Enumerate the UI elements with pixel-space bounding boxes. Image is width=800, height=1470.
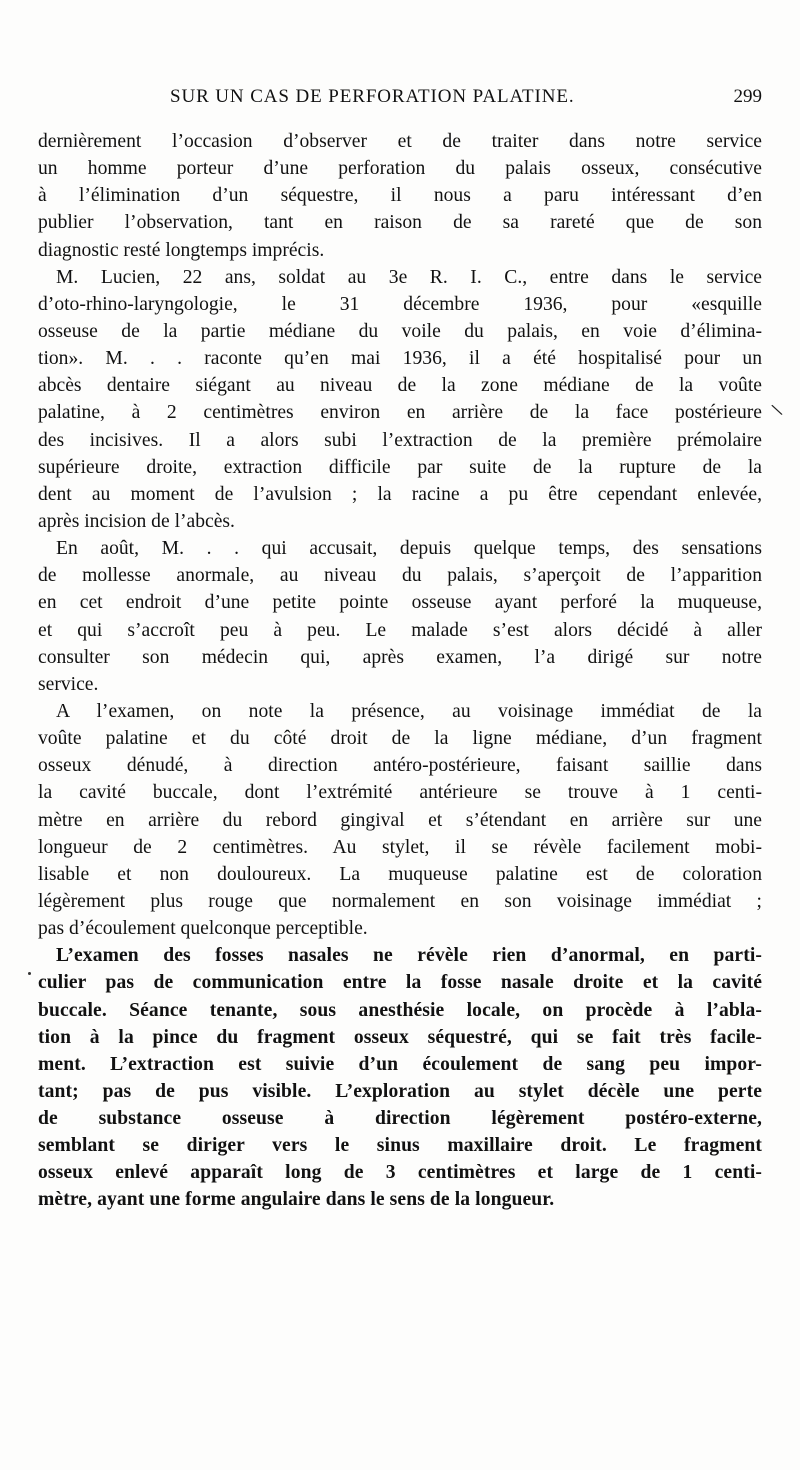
text-line: osseux dénudé, à direction antéro-postérieure, faisant saillie dans (38, 755, 762, 777)
text-line: pas d’écoulement quelconque perceptible. (38, 918, 368, 940)
text-line: diagnostic resté longtemps imprécis. (38, 239, 325, 261)
text-line: dent au moment de l’avulsion ; la racine a pu être cependant enlevée, (38, 483, 762, 505)
text-line: dernièrement l’occasion d’observer et de traiter dans notre service (38, 131, 762, 152)
text-line: osseuse de la partie médiane du voile du palais, en voie d’élimina- (38, 320, 762, 342)
paragraph (38, 698, 762, 942)
text-line: consulter son médecin qui, après examen, l’a dirigé sur notre (38, 646, 762, 668)
text-line: publier l’observation, tant en raison de sa rareté que de son (38, 212, 762, 234)
paragraph (38, 128, 762, 264)
text-line: tion à la pince du fragment osseux séquestré, qui se fait très facile- (38, 1026, 762, 1048)
text-line: voûte palatine et du côté droit de la ligne médiane, d’un fragment (38, 728, 762, 750)
margin-pencil-mark: \ (769, 399, 784, 420)
text-line: de mollesse anormale, au niveau du palais, s’aperçoit de l’apparition (38, 565, 762, 587)
text-line: M. Lucien, 22 ans, soldat au 3e R. I. C., entre dans le service (56, 266, 762, 288)
running-title: SUR UN CAS DE PERFORATION PALATINE. (170, 86, 575, 107)
text-line: légèrement plus rouge que normalement en son voisinage immédiat ; (38, 890, 762, 912)
text-line: longueur de 2 centimètres. Au stylet, il se révèle facilement mobi- (38, 836, 762, 858)
paragraph (38, 264, 762, 535)
text-line: en cet endroit d’une petite pointe osseuse ayant perforé la muqueuse, (38, 592, 762, 614)
body-text (38, 128, 762, 1214)
text-line: abcès dentaire siégant au niveau de la zone médiane de la voûte (38, 375, 762, 397)
text-line: mètre, ayant une forme angulaire dans le sens de la longueur. (38, 1189, 555, 1211)
text-line: palatine, à 2 centimètres environ en arrière de la face postérieure (38, 402, 762, 424)
text-line: des incisives. Il a alors subi l’extraction de la première prémolaire (38, 429, 762, 451)
text-line: d’oto-rhino-laryngologie, le 31 décembre 1936, pour «esquille (38, 293, 762, 315)
text-line: En août, M. . . qui accusait, depuis quelque temps, des sensations (56, 538, 762, 560)
text-line: A l’examen, on note la présence, au voisinage immédiat de la (56, 700, 762, 722)
text-line: supérieure droite, extraction difficile par suite de la rupture de la (38, 456, 762, 478)
text-line: service. (38, 673, 99, 695)
text-line: la cavité buccale, dont l’extrémité antérieure se trouve à 1 centi- (38, 782, 762, 804)
paragraph (38, 942, 762, 1213)
text-line: buccale. Séance tenante, sous anesthésie locale, on procède à l’abla- (38, 999, 762, 1021)
text-line: osseux enlevé apparaît long de 3 centimètres et large de 1 centi- (38, 1162, 762, 1184)
margin-dot (28, 972, 31, 975)
text-line: L’examen des fosses nasales ne révèle rien d’anormal, en parti- (56, 945, 762, 967)
text-line: et qui s’accroît peu à peu. Le malade s’est alors décidé à aller (38, 619, 762, 641)
text-line: après incision de l’abcès. (38, 510, 235, 532)
text-line: mètre en arrière du rebord gingival et s’étendant en arrière sur une (38, 809, 762, 831)
paragraph (38, 535, 762, 698)
text-line: de substance osseuse à direction légèrement postéro-externe, (38, 1108, 762, 1130)
text-line: un homme porteur d’une perforation du palais osseux, consécutive (38, 158, 762, 180)
text-line: lisable et non douloureux. La muqueuse palatine est de coloration (38, 863, 762, 885)
text-line: tion». M. . . raconte qu’en mai 1936, il a été hospitalisé pour un (38, 348, 762, 370)
text-line: culier pas de communication entre la fosse nasale droite et la cavité (38, 972, 762, 994)
text-line: semblant se diriger vers le sinus maxillaire droit. Le fragment (38, 1135, 762, 1157)
running-head (0, 86, 800, 112)
text-line: ment. L’extraction est suivie d’un écoulement de sang peu impor- (38, 1053, 762, 1075)
text-line: à l’élimination d’un séquestre, il nous a paru intéressant d’en (38, 185, 762, 207)
page-number: 299 (733, 86, 762, 107)
text-line: tant; pas de pus visible. L’exploration au stylet décèle une perte (38, 1080, 762, 1102)
